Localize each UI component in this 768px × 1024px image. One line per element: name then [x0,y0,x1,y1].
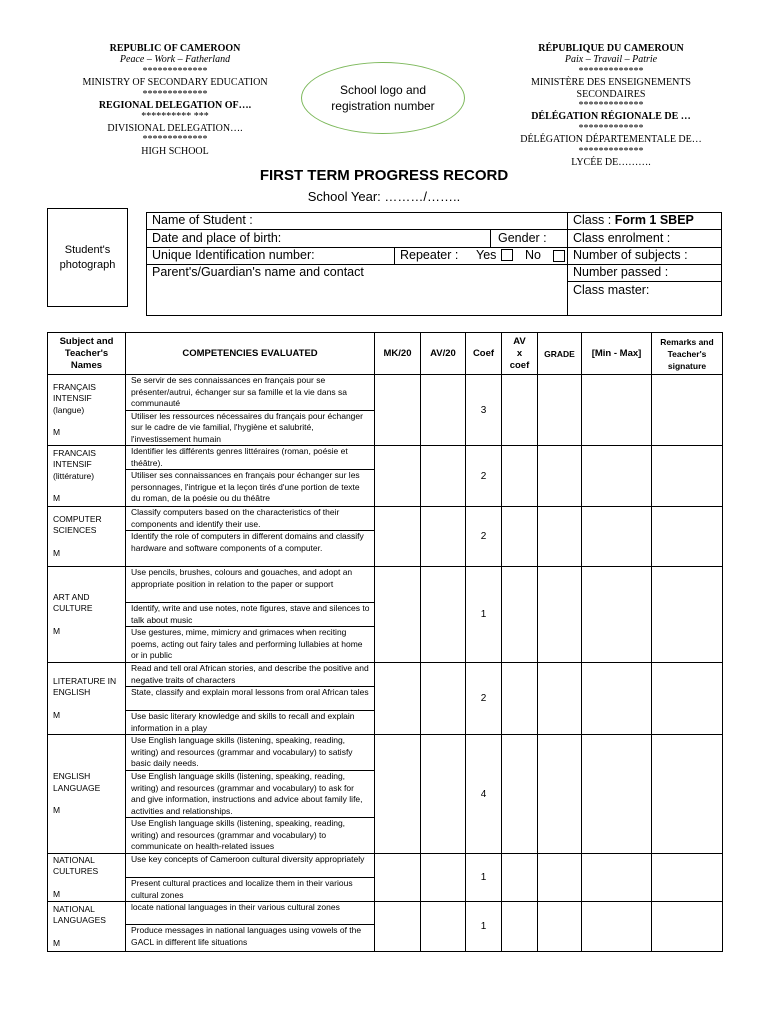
subject-name: FRANÇAIS INTENSIF (langue) [53,381,96,415]
page-title: FIRST TERM PROGRESS RECORD [259,167,509,184]
av-x-coef-cell[interactable] [502,854,538,902]
competency-cell: Utiliser les ressources nécessaires du français pour échanger sur le cadre de vie familial, l'hygiène et salubrité, l'investissement humain [126,410,375,446]
mark-cell[interactable] [375,507,421,567]
remarks-cell[interactable] [652,902,723,952]
grade-cell[interactable] [538,663,582,735]
grades-body [48,375,723,952]
school-type-fr: LYCÉE DE………. [571,157,651,169]
competency-cell: Use basic literary knowledge and skills to recall and explain information in a play [126,711,375,735]
separator: ************* [578,65,644,77]
mark-cell[interactable] [375,854,421,902]
repeater-label: Repeater : [400,248,459,262]
min-max-cell[interactable] [582,663,652,735]
remarks-cell[interactable] [652,663,723,735]
subject-name: NATIONAL CULTURES [53,854,99,877]
subject-name: NATIONAL LANGUAGES [53,903,106,926]
table-row [48,567,723,603]
subject-cell [48,507,126,567]
student-photograph-box [47,208,128,307]
competency-cell: locate national languages in their various cultural zones [126,902,375,925]
student-name-field[interactable]: Name of Student : [152,213,253,227]
info-divider [146,229,722,230]
separator: ********** *** [141,111,209,123]
mark-cell[interactable] [375,446,421,507]
separator: ************* [578,122,644,134]
mark-header: MK/20 [375,333,421,375]
grade-cell[interactable] [538,854,582,902]
header-left [50,43,300,157]
teacher-name: M [53,547,61,558]
remarks-cell[interactable] [652,567,723,663]
teacher-name: M [53,888,61,899]
class-master-field[interactable]: Class master: [573,283,650,297]
average-cell[interactable] [421,375,466,446]
competency-cell: Identify the role of computers in different domains and classify hardware and software components of a computer. [126,531,375,567]
av-x-coef-cell[interactable] [502,375,538,446]
school-logo-placeholder [301,62,465,134]
min-max-cell[interactable] [582,507,652,567]
subject-cell [48,375,126,446]
competency-cell: Produce messages in national languages using vowels of the GACL in different life situations [126,925,375,952]
mark-cell[interactable] [375,567,421,663]
coef-cell: 2 [466,663,502,735]
country-name: REPUBLIC OF CAMEROON [109,43,241,54]
competency-cell: State, classify and explain moral lessons from oral African tales [126,687,375,711]
class-value: Form 1 SBEP [614,213,694,227]
separator: ************* [142,88,208,100]
subject-cell [48,567,126,663]
competency-cell: Utiliser ses connaissances en français pour échanger sur les personnages, l'intrigue et la leçon tirés d'une portion de texte du roman, de la poésie ou du théâtre [126,470,375,507]
separator: ************* [142,65,208,77]
remarks-cell[interactable] [652,735,723,854]
table-row [48,446,723,470]
coef-cell: 4 [466,735,502,854]
average-cell[interactable] [421,854,466,902]
grades-table [47,332,723,952]
av-x-coef-cell[interactable] [502,735,538,854]
ministry-name: MINISTRY OF SECONDARY EDUCATION [82,77,268,89]
teacher-name: M [53,625,61,636]
repeater-no-checkbox[interactable] [553,250,565,262]
competency-cell: Use key concepts of Cameroon cultural diversity appropriately [126,854,375,878]
country-motto-fr: Paix – Travail – Patrie [564,54,658,66]
subject-cell [48,663,126,735]
average-cell[interactable] [421,902,466,952]
av-x-coef-cell[interactable] [502,446,538,507]
competency-cell: Use English language skills (listening, speaking, reading, writing) and resources (grammar and vocabulary) to ask for and give information, instructions and advice about family life, activities and relationships. [126,771,375,818]
logo-text: School logo and registration number [331,83,435,113]
subject-name: ART AND CULTURE [53,591,93,614]
av-x-coef-cell[interactable] [502,567,538,663]
min-max-cell[interactable] [582,446,652,507]
min-max-header: [Min - Max] [582,333,652,375]
subject-cell [48,854,126,902]
table-row [48,375,723,411]
mark-cell[interactable] [375,375,421,446]
average-cell[interactable] [421,567,466,663]
table-row [48,507,723,531]
separator: ************* [142,134,208,146]
student-info [146,212,722,316]
school-type: HIGH SCHOOL [141,145,209,157]
average-header: AV/20 [421,333,466,375]
subject-name: LITERATURE IN ENGLISH [53,675,117,698]
min-max-cell[interactable] [582,375,652,446]
info-divider [567,281,722,282]
subject-name: FRANCAIS INTENSIF (littérature) [53,447,96,481]
subject-name: ENGLISH LANGUAGE [53,771,101,793]
table-row [48,735,723,771]
photo-label: Student's photograph [59,243,116,271]
class-enrolment-field[interactable]: Class enrolment : [573,231,671,245]
av-x-coef-cell[interactable] [502,507,538,567]
repeater-yes-label: Yes [476,248,497,262]
class-label: Class : [573,213,612,227]
av-x-coef-cell[interactable] [502,902,538,952]
av-x-coef-line3: coef [509,359,530,371]
ministry-name-fr-2: SECONDAIRES [576,88,646,100]
number-subjects-field[interactable]: Number of subjects : [573,248,688,262]
min-max-cell[interactable] [582,854,652,902]
grade-cell[interactable] [538,902,582,952]
min-max-cell[interactable] [582,735,652,854]
country-motto: Peace – Work – Fatherland [119,54,231,66]
competency-cell: Use gestures, mime, mimicry and grimaces when reciting poems, acting out fairy tales and performing lullabies at home or in public [126,627,375,663]
teacher-name: M [53,493,61,503]
grade-cell[interactable] [538,507,582,567]
country-name-fr: RÉPUBLIQUE DU CAMEROUN [538,43,684,54]
competency-cell: Use English language skills (listening, speaking, reading, writing) and resources (grammar and vocabulary) to satisfy basic daily needs. [126,735,375,771]
teacher-name: M [53,709,61,720]
grade-cell[interactable] [538,567,582,663]
coef-cell: 1 [466,902,502,952]
av-x-coef-cell[interactable] [502,663,538,735]
grade-header: GRADE [538,333,582,375]
competency-cell: Present cultural practices and localize them in their various cultural zones [126,878,375,902]
competency-cell: Use English language skills (listening, speaking, reading, writing) and resources (grammar and vocabulary) to communicate on health-related issues [126,818,375,854]
subject-cell [48,446,126,507]
remarks-cell[interactable] [652,507,723,567]
repeater-no-label: No [525,248,541,262]
min-max-cell[interactable] [582,567,652,663]
remarks-cell[interactable] [652,375,723,446]
table-row [48,854,723,878]
number-passed-field[interactable]: Number passed : [573,265,669,279]
coef-cell: 1 [466,567,502,663]
mark-cell[interactable] [375,902,421,952]
teacher-name: M [53,427,61,437]
repeater-yes-checkbox[interactable] [501,249,513,261]
ministry-name-fr: MINISTÈRE DES ENSEIGNEMENTS [531,77,691,89]
class-field[interactable] [573,213,694,228]
average-cell[interactable] [421,507,466,567]
av-x-coef-line2: x [516,347,523,359]
av-x-coef-line1: AV [513,335,526,347]
mark-cell[interactable] [375,663,421,735]
average-cell[interactable] [421,735,466,854]
remarks-cell[interactable] [652,854,723,902]
table-header-row [48,333,723,375]
subject-cell [48,902,126,952]
coef-cell: 2 [466,446,502,507]
separator: ************* [578,100,644,112]
coef-cell: 1 [466,854,502,902]
birth-field[interactable]: Date and place of birth: [152,231,282,245]
coef-cell: 3 [466,375,502,446]
average-cell[interactable] [421,663,466,735]
min-max-cell[interactable] [582,902,652,952]
header-right [486,43,736,168]
uin-field[interactable]: Unique Identification number: [152,248,315,262]
competencies-header: COMPETENCIES EVALUATED [126,333,375,375]
info-divider [490,229,491,247]
remarks-header: Remarks and Teacher's signature [652,333,723,375]
table-row [48,663,723,687]
gender-field[interactable]: Gender : [498,231,547,245]
teacher-name: M [53,937,61,948]
coef-header: Coef [466,333,502,375]
regional-delegation-fr: DÉLÉGATION RÉGIONALE DE … [531,111,691,123]
parent-field[interactable]: Parent's/Guardian's name and contact [152,265,364,279]
subject-header: Subject and Teacher's Names [48,333,126,375]
grade-cell[interactable] [538,735,582,854]
coef-cell: 2 [466,507,502,567]
competency-cell: Classify computers based on the characteristics of their components and identify their use. [126,507,375,531]
regional-delegation: REGIONAL DELEGATION OF…. [98,100,252,112]
divisional-delegation-fr: DÉLÉGATION DÉPARTEMENTALE DE… [520,134,702,146]
grade-cell[interactable] [538,375,582,446]
school-year: School Year: ………/…….. [307,189,461,204]
teacher-name: M [53,805,61,816]
divisional-delegation: DIVISIONAL DELEGATION…. [107,122,243,134]
competency-cell: Se servir de ses connaissances en français pour se présenter/autrui, échanger sur sa famille et la vie dans sa communauté [126,375,375,411]
subject-cell [48,735,126,854]
table-row [48,902,723,925]
remarks-cell[interactable] [652,446,723,507]
average-cell[interactable] [421,446,466,507]
subject-name: COMPUTER SCIENCES [53,513,102,536]
mark-cell[interactable] [375,735,421,854]
info-divider [394,247,395,264]
grade-cell[interactable] [538,446,582,507]
competency-cell: Read and tell oral African stories, and describe the positive and negative traits of characters [126,663,375,687]
competency-cell: Use pencils, brushes, colours and gouaches, and adopt an appropriate position in relation to the paper or support [126,567,375,603]
competency-cell: Identifier les différents genres littéraires (roman, poésie et théâtre). [126,446,375,470]
av-x-coef-header [502,333,538,375]
competency-cell: Identify, write and use notes, note figures, stave and silences to talk about music [126,603,375,627]
separator: ************* [578,145,644,157]
